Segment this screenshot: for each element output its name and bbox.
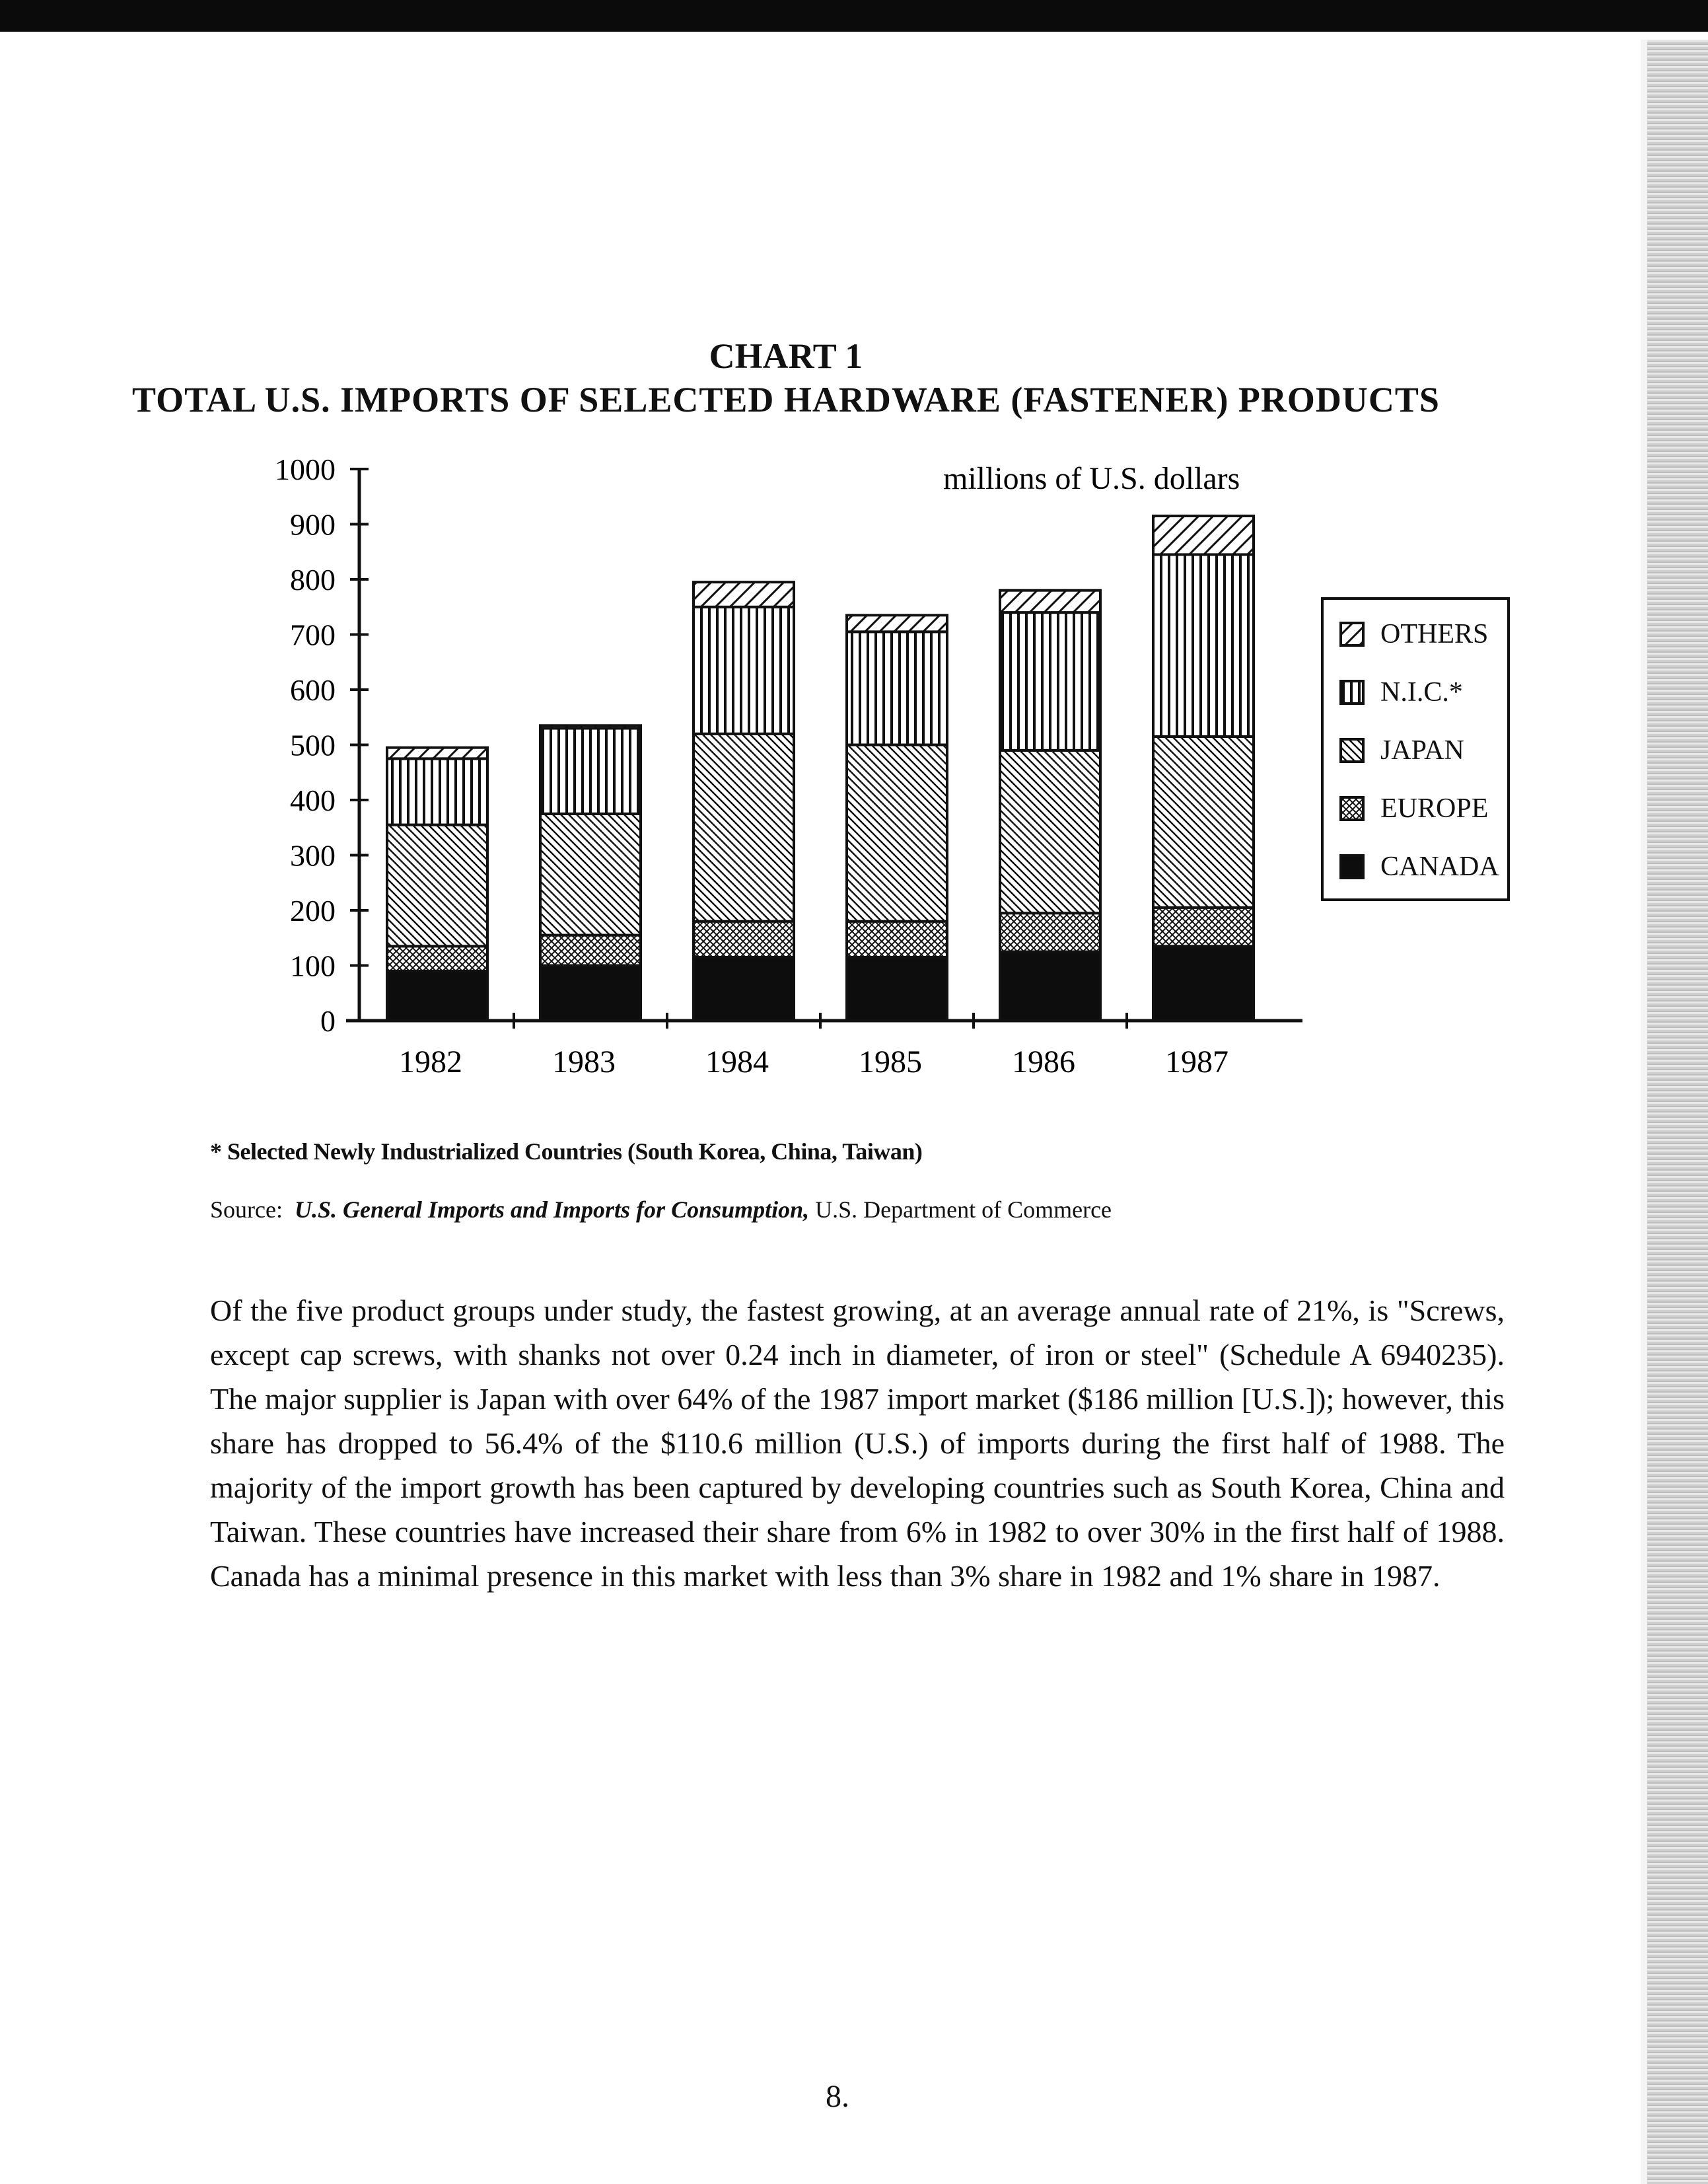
scan-border-right <box>1647 40 1708 2184</box>
x-tick-label-1982: 1982 <box>399 1044 462 1079</box>
bar-1985-nic <box>847 632 947 745</box>
chart-title: TOTAL U.S. IMPORTS OF SELECTED HARDWARE (FASTENER) PRODUCTS <box>132 380 1440 419</box>
bar-1986-japan <box>1000 750 1100 913</box>
source-line <box>210 1196 1112 1223</box>
y-tick-label-400: 400 <box>290 783 336 817</box>
bar-1983-others <box>540 725 641 728</box>
legend-swatch-japan <box>1339 738 1365 763</box>
legend-swatch-europe <box>1339 796 1365 821</box>
bar-1983-japan <box>540 814 641 935</box>
y-tick-label-100: 100 <box>290 949 336 983</box>
bar-1986-europe <box>1000 913 1100 951</box>
bar-1987-canada <box>1153 946 1254 1021</box>
bar-1983-europe <box>540 935 641 966</box>
y-tick-label-600: 600 <box>290 673 336 707</box>
x-tick-label-1987: 1987 <box>1165 1044 1228 1079</box>
page-number: 8. <box>826 2079 849 2114</box>
bar-1984-japan <box>694 734 794 922</box>
legend-label: N.I.C.* <box>1380 677 1463 708</box>
legend-item-canada <box>1339 848 1499 885</box>
legend-item-nic <box>1339 674 1463 711</box>
y-tick-label-700: 700 <box>290 618 336 652</box>
x-tick-label-1986: 1986 <box>1012 1044 1075 1079</box>
bar-1986-canada <box>1000 952 1100 1021</box>
x-tick-label-1985: 1985 <box>859 1044 922 1079</box>
y-tick-label-0: 0 <box>320 1004 336 1038</box>
legend-swatch-others <box>1339 622 1365 647</box>
bar-1982-others <box>387 748 487 759</box>
bar-1984-nic <box>694 607 794 734</box>
bar-1987-europe <box>1153 908 1254 946</box>
body-paragraph: Of the five product groups under study, the fastest growing, at an average annual rate of 21%, is "Screws, except cap screws, with shanks not over 0.24 inch in diameter, of iron or steel" (Schedule A 6940235). The major supplier is Japan with over 64% of the 1987 import market ($186 million [U.S.]); however, this share has dropped to 56.4% of the $110.6 million (U.S.) of imports during the first half of 1988. The majority of the import growth has been captured by developing countries such as South Korea, China and Taiwan. These countries have increased their share from 6% in 1982 to over 30% in the first half of 1988. Canada has a minimal presence in this market with less than 3% share in 1982 and 1% share in 1987. <box>210 1293 1505 1593</box>
source-label: Source: <box>210 1196 283 1223</box>
legend-label: CANADA <box>1380 852 1499 882</box>
stacked-bar-chart <box>0 436 1321 1097</box>
bar-1987-nic <box>1153 554 1254 737</box>
bar-1986-nic <box>1000 612 1100 750</box>
source-publisher: U.S. Department of Commerce <box>815 1196 1112 1223</box>
bar-1987-others <box>1153 516 1254 554</box>
y-tick-label-200: 200 <box>290 894 336 928</box>
chart-legend <box>1321 597 1510 901</box>
legend-swatch-nic <box>1339 680 1365 705</box>
x-tick-label-1984: 1984 <box>705 1044 769 1079</box>
units-note: millions of U.S. dollars <box>943 461 1240 496</box>
bar-1984-europe <box>694 922 794 957</box>
bar-1987-japan <box>1153 737 1254 908</box>
bar-1983-canada <box>540 966 641 1021</box>
bar-1984-canada <box>694 957 794 1021</box>
legend-item-japan <box>1339 732 1464 769</box>
y-tick-label-800: 800 <box>290 563 336 597</box>
footnote: * Selected Newly Industrialized Countries (South Korea, China, Taiwan) <box>210 1138 923 1165</box>
bar-1986-others <box>1000 591 1100 612</box>
bar-1982-europe <box>387 946 487 971</box>
legend-label: EUROPE <box>1380 793 1489 824</box>
legend-label: OTHERS <box>1380 619 1489 649</box>
y-tick-label-1000: 1000 <box>275 453 336 486</box>
bar-1985-canada <box>847 957 947 1021</box>
scan-border-top <box>0 0 1708 32</box>
bar-1985-japan <box>847 745 947 922</box>
bars <box>387 516 1254 1021</box>
bar-1983-nic <box>540 728 641 813</box>
legend-item-others <box>1339 616 1488 653</box>
legend-label: JAPAN <box>1380 735 1464 766</box>
legend-swatch-canada <box>1339 854 1365 879</box>
chart-number: CHART 1 <box>709 336 863 376</box>
y-tick-label-300: 300 <box>290 838 336 873</box>
bar-1982-japan <box>387 825 487 947</box>
y-tick-label-500: 500 <box>290 728 336 762</box>
y-tick-label-900: 900 <box>290 507 336 542</box>
source-title: U.S. General Imports and Imports for Consumption, <box>294 1196 810 1223</box>
bar-1985-others <box>847 615 947 632</box>
bar-1985-europe <box>847 922 947 957</box>
bar-1984-others <box>694 582 794 607</box>
bar-1982-canada <box>387 971 487 1021</box>
bar-1982-nic <box>387 758 487 824</box>
x-tick-label-1983: 1983 <box>552 1044 616 1079</box>
scan-border-right-edge <box>1641 40 1647 2184</box>
legend-item-europe <box>1339 790 1488 827</box>
